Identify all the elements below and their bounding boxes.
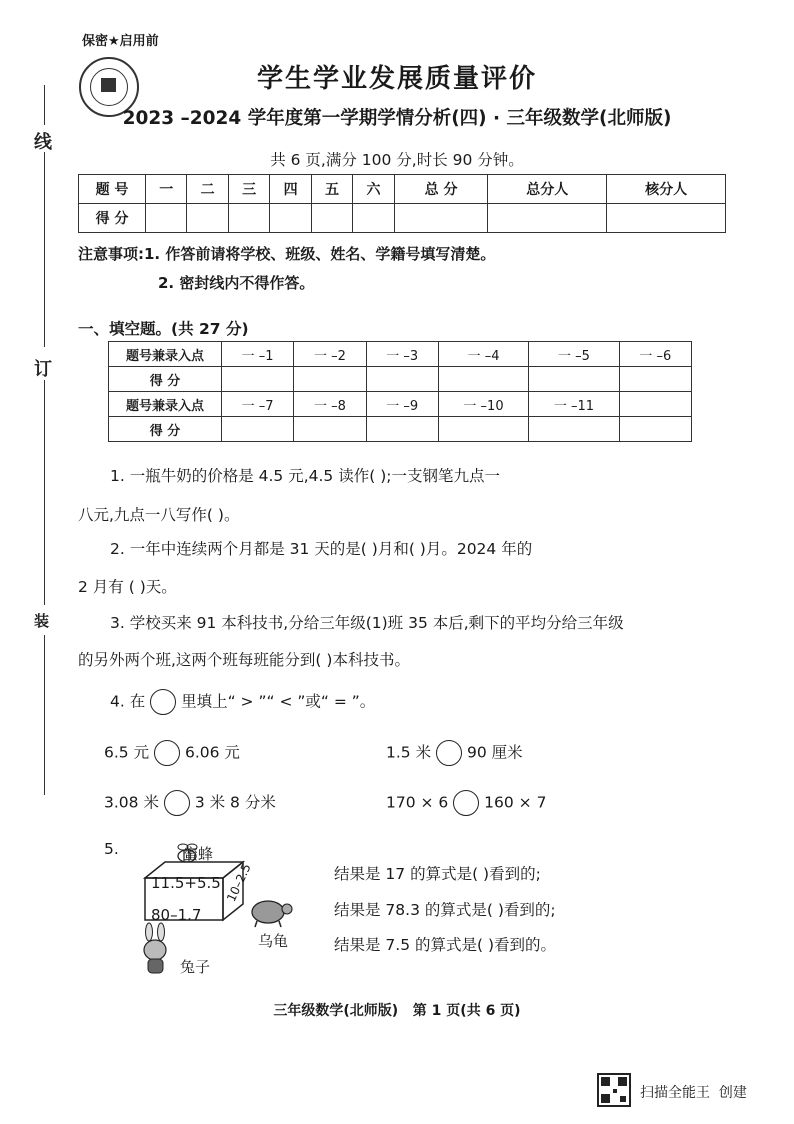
entry-score-cell[interactable] — [294, 417, 366, 442]
entry-cell — [619, 392, 691, 417]
score-cell[interactable] — [146, 204, 187, 233]
question-4-instruction — [110, 689, 375, 715]
page-title: 学生学业发展质量评价 — [256, 64, 537, 94]
entry-cell: 一 –11 — [529, 392, 619, 417]
bee-label: 蜜蜂 — [183, 845, 214, 863]
rabbit-icon — [144, 923, 166, 973]
binding-char-xian: 线 — [34, 132, 52, 153]
score-cell[interactable] — [353, 204, 394, 233]
entry-score-label: 得 分 — [109, 367, 222, 392]
notes-line-1: 注意事项:1. 作答前请将学校、班级、姓名、学籍号填写清楚。 — [78, 245, 496, 263]
binding-line — [44, 152, 45, 347]
entry-score-cell[interactable] — [222, 417, 294, 442]
entry-cell: 一 –4 — [438, 342, 528, 367]
qr-code-icon — [597, 1073, 631, 1107]
entry-cell: 一 –6 — [619, 342, 691, 367]
entry-score-cell[interactable] — [438, 367, 528, 392]
score-header-cell: 总 分 — [394, 175, 488, 204]
binding-char-zhuang: 装 — [34, 612, 50, 630]
entry-cell: 一 –5 — [529, 342, 619, 367]
scanner-credit: 扫描全能王 创建 — [640, 1085, 747, 1101]
entry-cell: 一 –8 — [294, 392, 366, 417]
notes-line-2: 2. 密封线内不得作答。 — [158, 274, 315, 292]
question-2-line-2: 2 月有 ( )天。 — [78, 578, 177, 596]
score-table — [78, 174, 726, 233]
binding-char-ding: 订 — [34, 359, 52, 380]
entry-score-cell[interactable] — [619, 367, 691, 392]
score-header-cell: 六 — [353, 175, 394, 204]
question-4-prefix: 4. 在 — [110, 692, 146, 711]
score-cell[interactable] — [228, 204, 269, 233]
compare-item-1 — [104, 740, 240, 766]
compare-answer-circle[interactable] — [154, 740, 180, 766]
exam-subtitle: 2023 –2024 学年度第一学期学情分析(四) · 三年级数学(北师版) — [122, 108, 672, 129]
compare-answer-circle[interactable] — [436, 740, 462, 766]
box-front-expression: 80–1.7 — [151, 906, 202, 924]
score-cell[interactable] — [270, 204, 311, 233]
compare-right: 90 厘米 — [466, 743, 523, 762]
rabbit-label: 兔子 — [180, 958, 211, 976]
question-5-line-2: 结果是 78.3 的算式是( )看到的; — [334, 901, 556, 919]
entry-cell: 一 –10 — [438, 392, 528, 417]
entry-score-cell — [619, 417, 691, 442]
question-3-line-1: 3. 学校买来 91 本科技书,分给三年级(1)班 35 本后,剩下的平均分给三年级 — [110, 614, 624, 632]
entry-cell: 一 –9 — [366, 392, 438, 417]
box-top-expression: 11.5+5.5 — [151, 874, 221, 892]
entry-label: 题号兼录入点 — [109, 392, 222, 417]
turtle-icon — [252, 901, 292, 927]
compare-item-4 — [386, 790, 546, 816]
compare-left: 6.5 元 — [104, 743, 150, 762]
exam-info: 共 6 页,满分 100 分,时长 90 分钟。 — [270, 151, 524, 169]
section-title: 一、填空题。(共 27 分) — [78, 320, 249, 338]
score-header-cell: 总分人 — [488, 175, 607, 204]
compare-left: 3.08 米 — [104, 793, 159, 812]
entry-score-cell[interactable] — [529, 417, 619, 442]
entry-point-table — [108, 341, 692, 442]
entry-cell: 一 –7 — [222, 392, 294, 417]
score-header-cell: 题 号 — [79, 175, 146, 204]
question-2-line-1: 2. 一年中连续两个月都是 31 天的是( )月和( )月。2024 年的 — [110, 540, 533, 558]
entry-label: 题号兼录入点 — [109, 342, 222, 367]
question-5-line-1: 结果是 17 的算式是( )看到的; — [334, 865, 541, 883]
question-1-line-1: 1. 一瓶牛奶的价格是 4.5 元,4.5 读作( );一支钢笔九点一 — [110, 467, 500, 485]
entry-score-cell[interactable] — [366, 417, 438, 442]
question-4-suffix: 里填上“ > ”“ < ”或“ = ”。 — [181, 692, 376, 711]
binding-line — [44, 380, 45, 605]
compare-circle-icon — [150, 689, 176, 715]
score-header-cell: 四 — [270, 175, 311, 204]
compare-answer-circle[interactable] — [453, 790, 479, 816]
question-5-number: 5. — [104, 840, 119, 858]
score-header-cell: 五 — [311, 175, 352, 204]
compare-right: 160 × 7 — [484, 793, 547, 812]
score-cell[interactable] — [311, 204, 352, 233]
compare-answer-circle[interactable] — [164, 790, 190, 816]
compare-right: 6.06 元 — [184, 743, 240, 762]
box-side-expression: 10–2.5 — [224, 861, 254, 904]
entry-score-cell[interactable] — [294, 367, 366, 392]
entry-score-cell[interactable] — [222, 367, 294, 392]
entry-cell: 一 –3 — [366, 342, 438, 367]
entry-score-cell[interactable] — [438, 417, 528, 442]
question-3-line-2: 的另外两个班,这两个班每班能分到( )本科技书。 — [78, 651, 410, 669]
entry-cell: 一 –2 — [294, 342, 366, 367]
score-cell[interactable] — [607, 204, 726, 233]
score-header-cell: 二 — [187, 175, 228, 204]
entry-score-label: 得 分 — [109, 417, 222, 442]
entry-score-cell[interactable] — [529, 367, 619, 392]
compare-left: 170 × 6 — [386, 793, 449, 812]
page-footer: 三年级数学(北师版) 第 1 页(共 6 页) — [273, 1003, 521, 1019]
score-cell[interactable] — [187, 204, 228, 233]
question-5-line-3: 结果是 7.5 的算式是( )看到的。 — [334, 936, 557, 954]
compare-right: 3 米 8 分米 — [194, 793, 276, 812]
score-cell[interactable] — [488, 204, 607, 233]
entry-cell: 一 –1 — [222, 342, 294, 367]
score-header-cell: 一 — [146, 175, 187, 204]
score-row-label: 得 分 — [79, 204, 146, 233]
score-header-cell: 核分人 — [607, 175, 726, 204]
binding-line — [44, 635, 45, 795]
score-cell[interactable] — [394, 204, 488, 233]
turtle-label: 乌龟 — [258, 932, 289, 950]
compare-item-2 — [386, 740, 523, 766]
confidential-label: 保密★启用前 — [82, 34, 159, 49]
score-header-cell: 三 — [228, 175, 269, 204]
entry-score-cell[interactable] — [366, 367, 438, 392]
compare-item-3 — [104, 790, 276, 816]
compare-left: 1.5 米 — [386, 743, 432, 762]
question-1-line-2: 八元,九点一八写作( )。 — [78, 506, 240, 524]
